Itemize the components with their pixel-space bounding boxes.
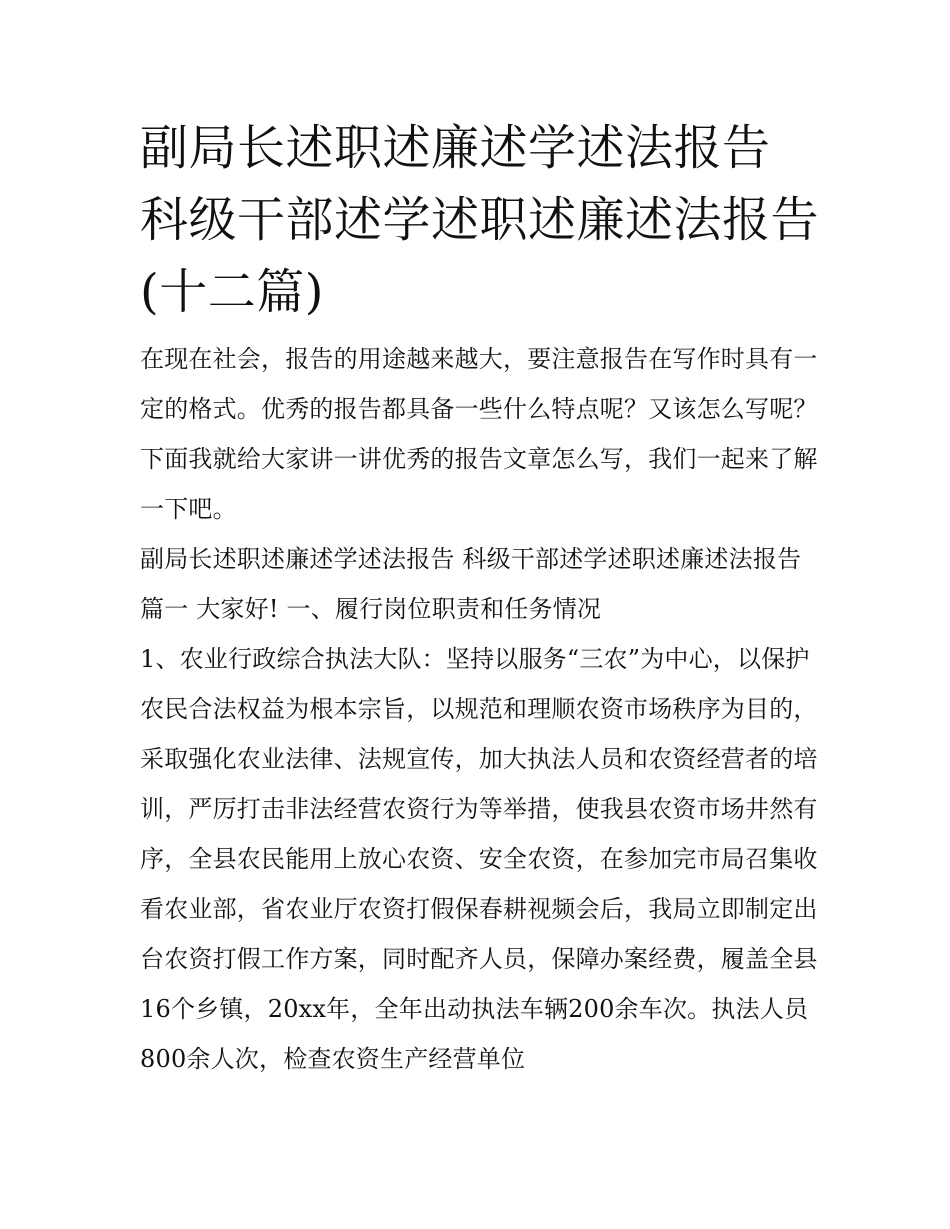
- intro-paragraph: 在现在社会，报告的用途越来越大，要注意报告在写作时具有一定的格式。优秀的报告都具备一些什么特点呢？又该怎么写呢？下面我就给大家讲一讲优秀的报告文章怎么写，我们一起来了解一下吧。: [140, 345, 818, 523]
- section-heading-paragraph: 副局长述职述廉述学述法报告 科级干部述学述职述廉述法报告篇一 大家好! 一、履行岗位职责和任务情况: [140, 545, 802, 623]
- document-body: [140, 112, 820, 1084]
- document-title: 副局长述职述廉述学述法报告 科级干部述学述职述廉述法报告(十二篇): [140, 120, 820, 320]
- body-paragraph: 1、农业行政综合执法大队：坚持以服务“三农”为中心，以保护农民合法权益为根本宗旨，以规范和理顺农资市场秩序为目的，采取强化农业法律、法规宣传，加大执法人员和农资经营者的培训，严厉打击非法经营农资行为等举措，使我县农资市场井然有序，全县农民能用上放心农资、安全农资，在参加完市局召集收看农业部，省农业厅农资打假保春耕视频会后，我局立即制定出台农资打假工作方案，同时配齐人员，保障办案经费，履盖全县16个乡镇，20xx年，全年出动执法车辆200余车次。执法人员800余人次，检查农资生产经营单位: [140, 645, 818, 1073]
